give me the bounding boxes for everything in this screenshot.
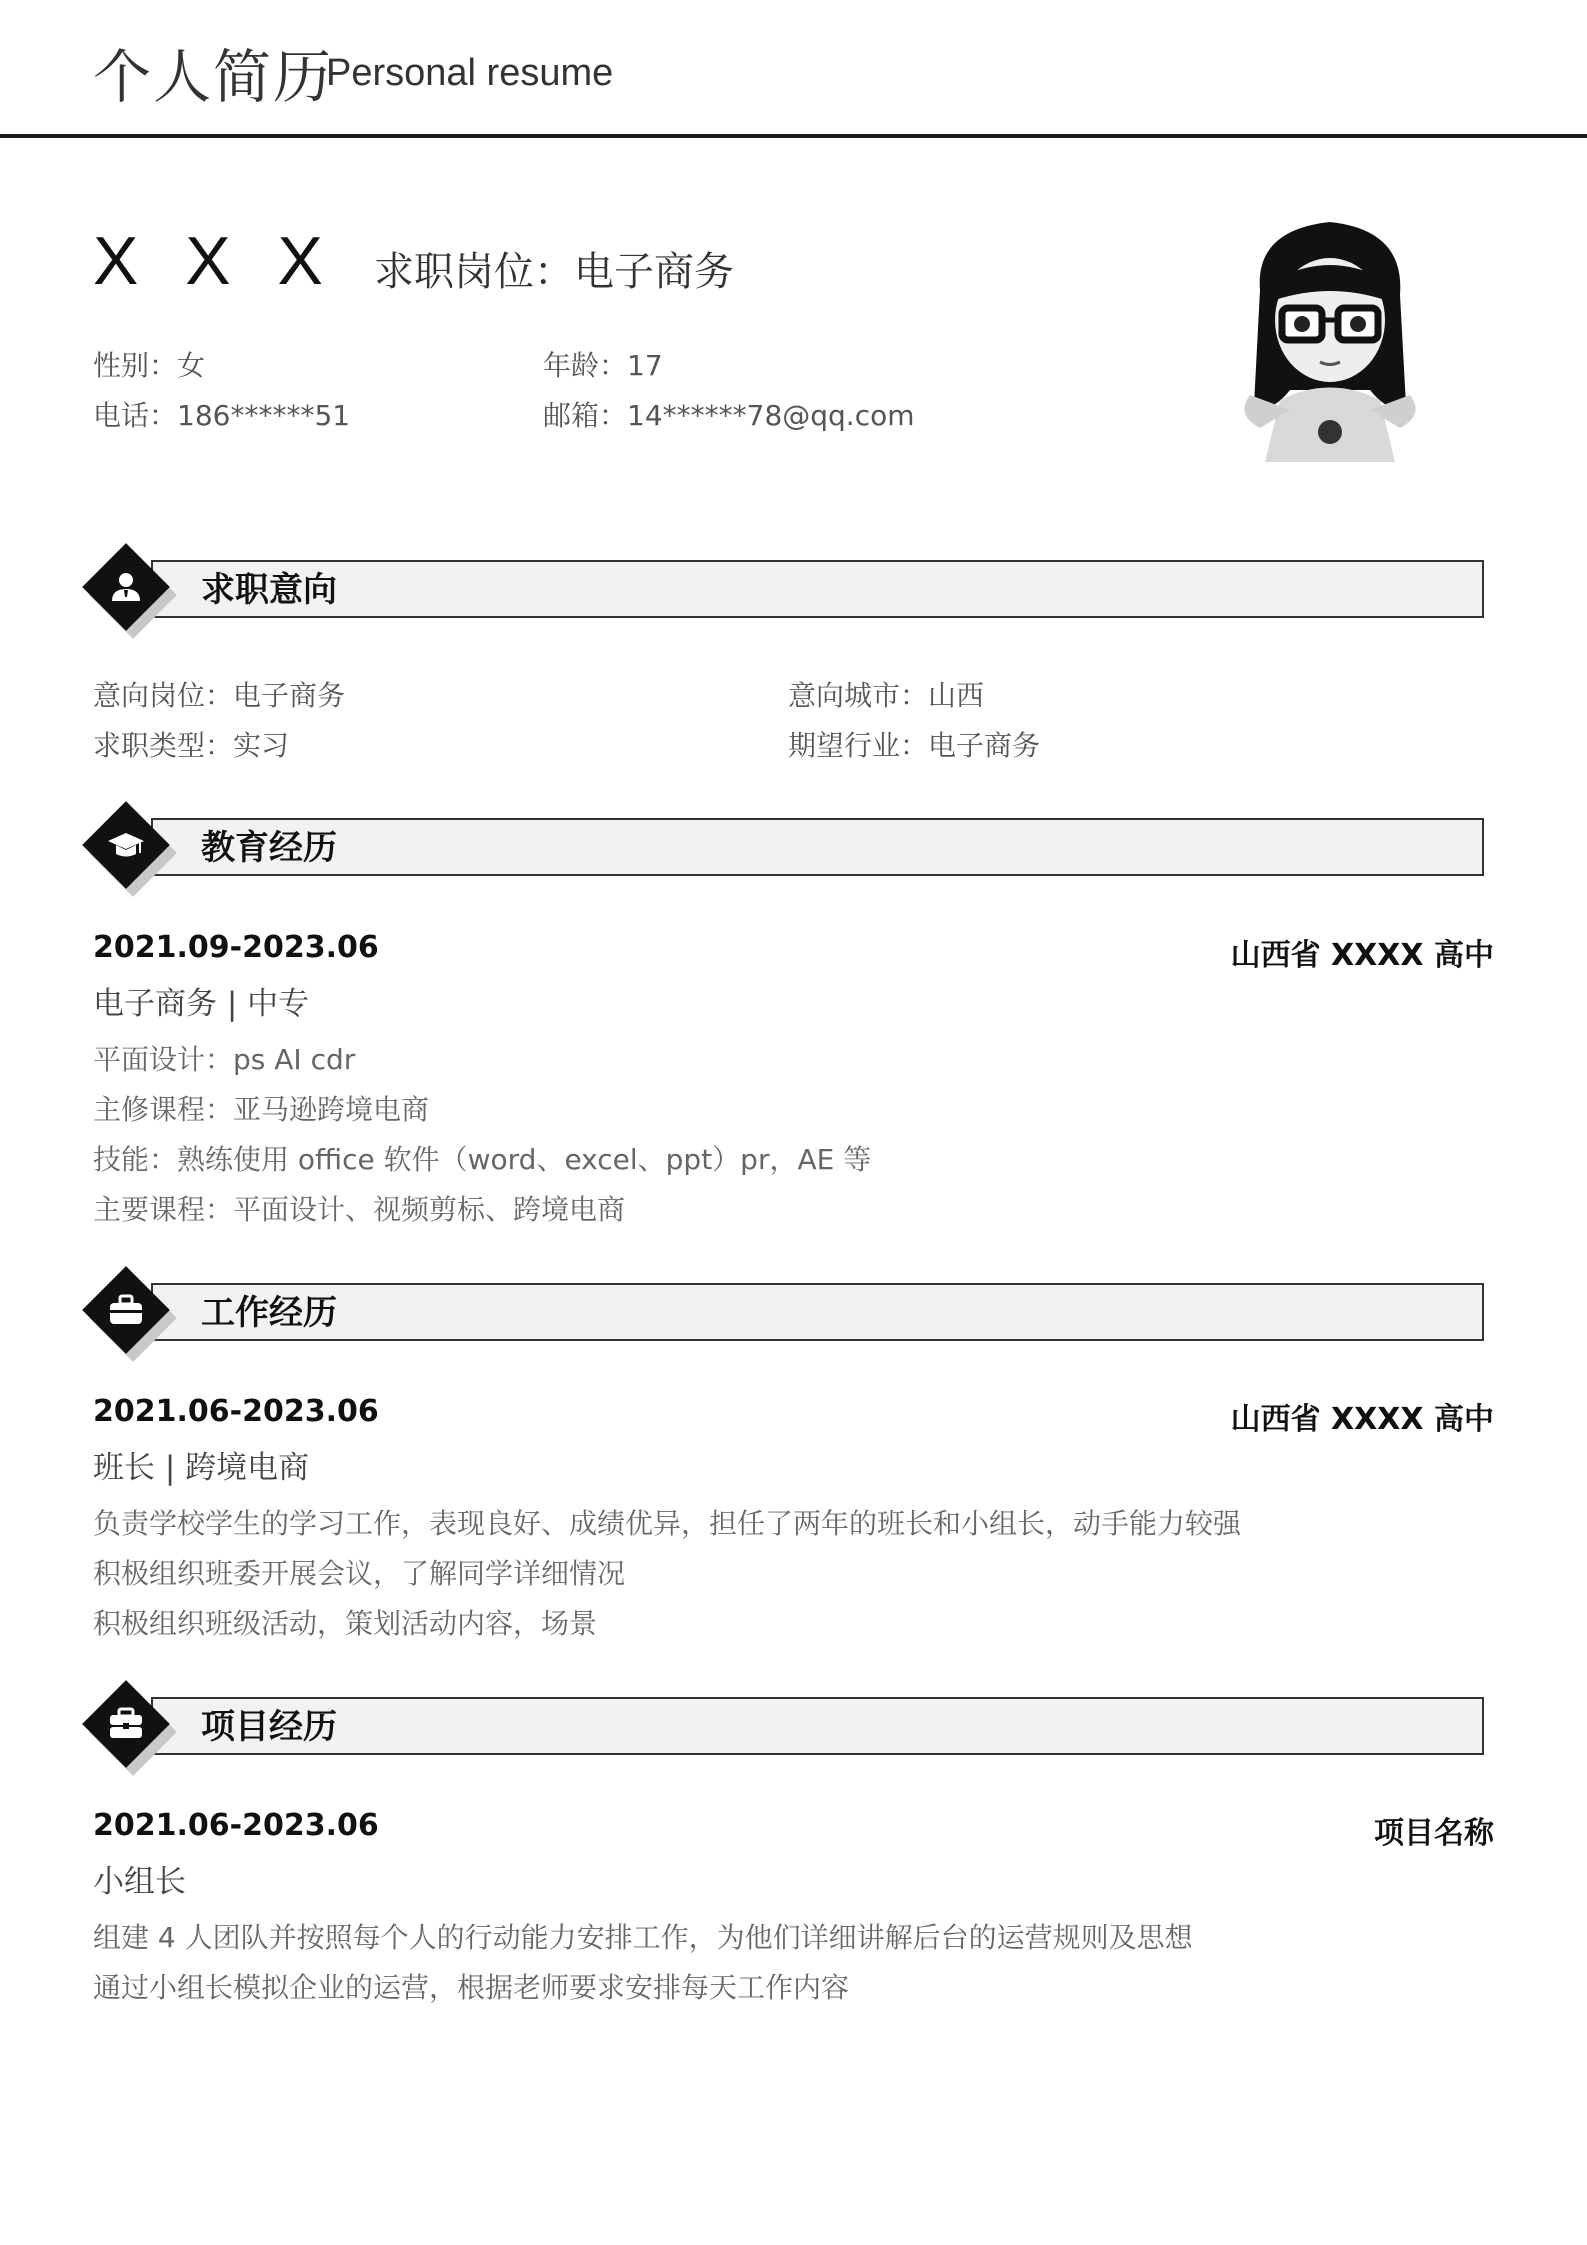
candidate-name: X X X <box>93 223 337 299</box>
email-info: 邮箱：14******78@qq.com <box>543 399 915 432</box>
section-bar <box>151 1697 1484 1755</box>
intent-type: 求职类型：实习 <box>93 729 290 762</box>
target-job: 求职岗位：电子商务 <box>374 249 734 295</box>
education-line: 技能：熟练使用 office 软件（word、excel、ppt）pr，AE 等 <box>93 1143 872 1176</box>
education-line: 平面设计：ps AI cdr <box>93 1043 356 1076</box>
section-bar <box>151 818 1484 876</box>
intent-city: 意向城市：山西 <box>788 679 985 712</box>
work-org: 山西省 XXXX 高中 <box>1230 1402 1494 1437</box>
work-date: 2021.06-2023.06 <box>93 1394 379 1429</box>
education-major: 电子商务 | 中专 <box>93 986 310 1022</box>
intent-position: 意向岗位：电子商务 <box>93 679 346 712</box>
section-job-intent <box>93 548 1493 618</box>
work-line: 负责学校学生的学习工作，表现良好、成绩优异，担任了两年的班长和小组长，动手能力较强 <box>93 1507 1242 1540</box>
resume-subtitle: Personal resume <box>326 52 614 94</box>
work-line: 积极组织班委开展会议，了解同学详细情况 <box>93 1557 626 1590</box>
phone-info: 电话：186******51 <box>93 399 351 432</box>
avatar-photo <box>1220 200 1440 470</box>
header-band <box>0 0 1587 138</box>
section-bar <box>151 1283 1484 1341</box>
work-role: 班长 | 跨境电商 <box>93 1450 310 1486</box>
section-bar <box>151 560 1484 618</box>
education-line: 主修课程：亚马逊跨境电商 <box>93 1093 430 1126</box>
section-title: 教育经历 <box>201 828 337 868</box>
briefcase-icon <box>106 1290 146 1330</box>
age-info: 年龄：17 <box>543 349 663 382</box>
education-date: 2021.09-2023.06 <box>93 930 379 965</box>
section-education <box>93 806 1493 876</box>
resume-title: 个人简历 <box>93 43 334 111</box>
section-title: 工作经历 <box>201 1293 337 1333</box>
project-line: 组建 4 人团队并按照每个人的行动能力安排工作，为他们详细讲解后台的运营规则及思想 <box>93 1921 1193 1954</box>
section-project <box>93 1685 1493 1755</box>
section-title: 项目经历 <box>201 1707 337 1747</box>
project-name: 项目名称 <box>1374 1816 1494 1851</box>
section-work <box>93 1271 1493 1341</box>
project-date: 2021.06-2023.06 <box>93 1808 379 1843</box>
section-title: 求职意向 <box>201 570 337 610</box>
project-role: 小组长 <box>93 1864 186 1900</box>
graduation-cap-icon <box>106 825 146 865</box>
gender-info: 性别：女 <box>93 349 206 382</box>
person-icon <box>106 567 146 607</box>
work-line: 积极组织班级活动，策划活动内容，场景 <box>93 1607 598 1640</box>
education-school: 山西省 XXXX 高中 <box>1230 938 1494 973</box>
project-line: 通过小组长模拟企业的运营，根据老师要求安排每天工作内容 <box>93 1971 850 2004</box>
education-line: 主要课程：平面设计、视频剪标、跨境电商 <box>93 1193 626 1226</box>
folder-icon <box>106 1704 146 1744</box>
intent-industry: 期望行业：电子商务 <box>788 729 1041 762</box>
